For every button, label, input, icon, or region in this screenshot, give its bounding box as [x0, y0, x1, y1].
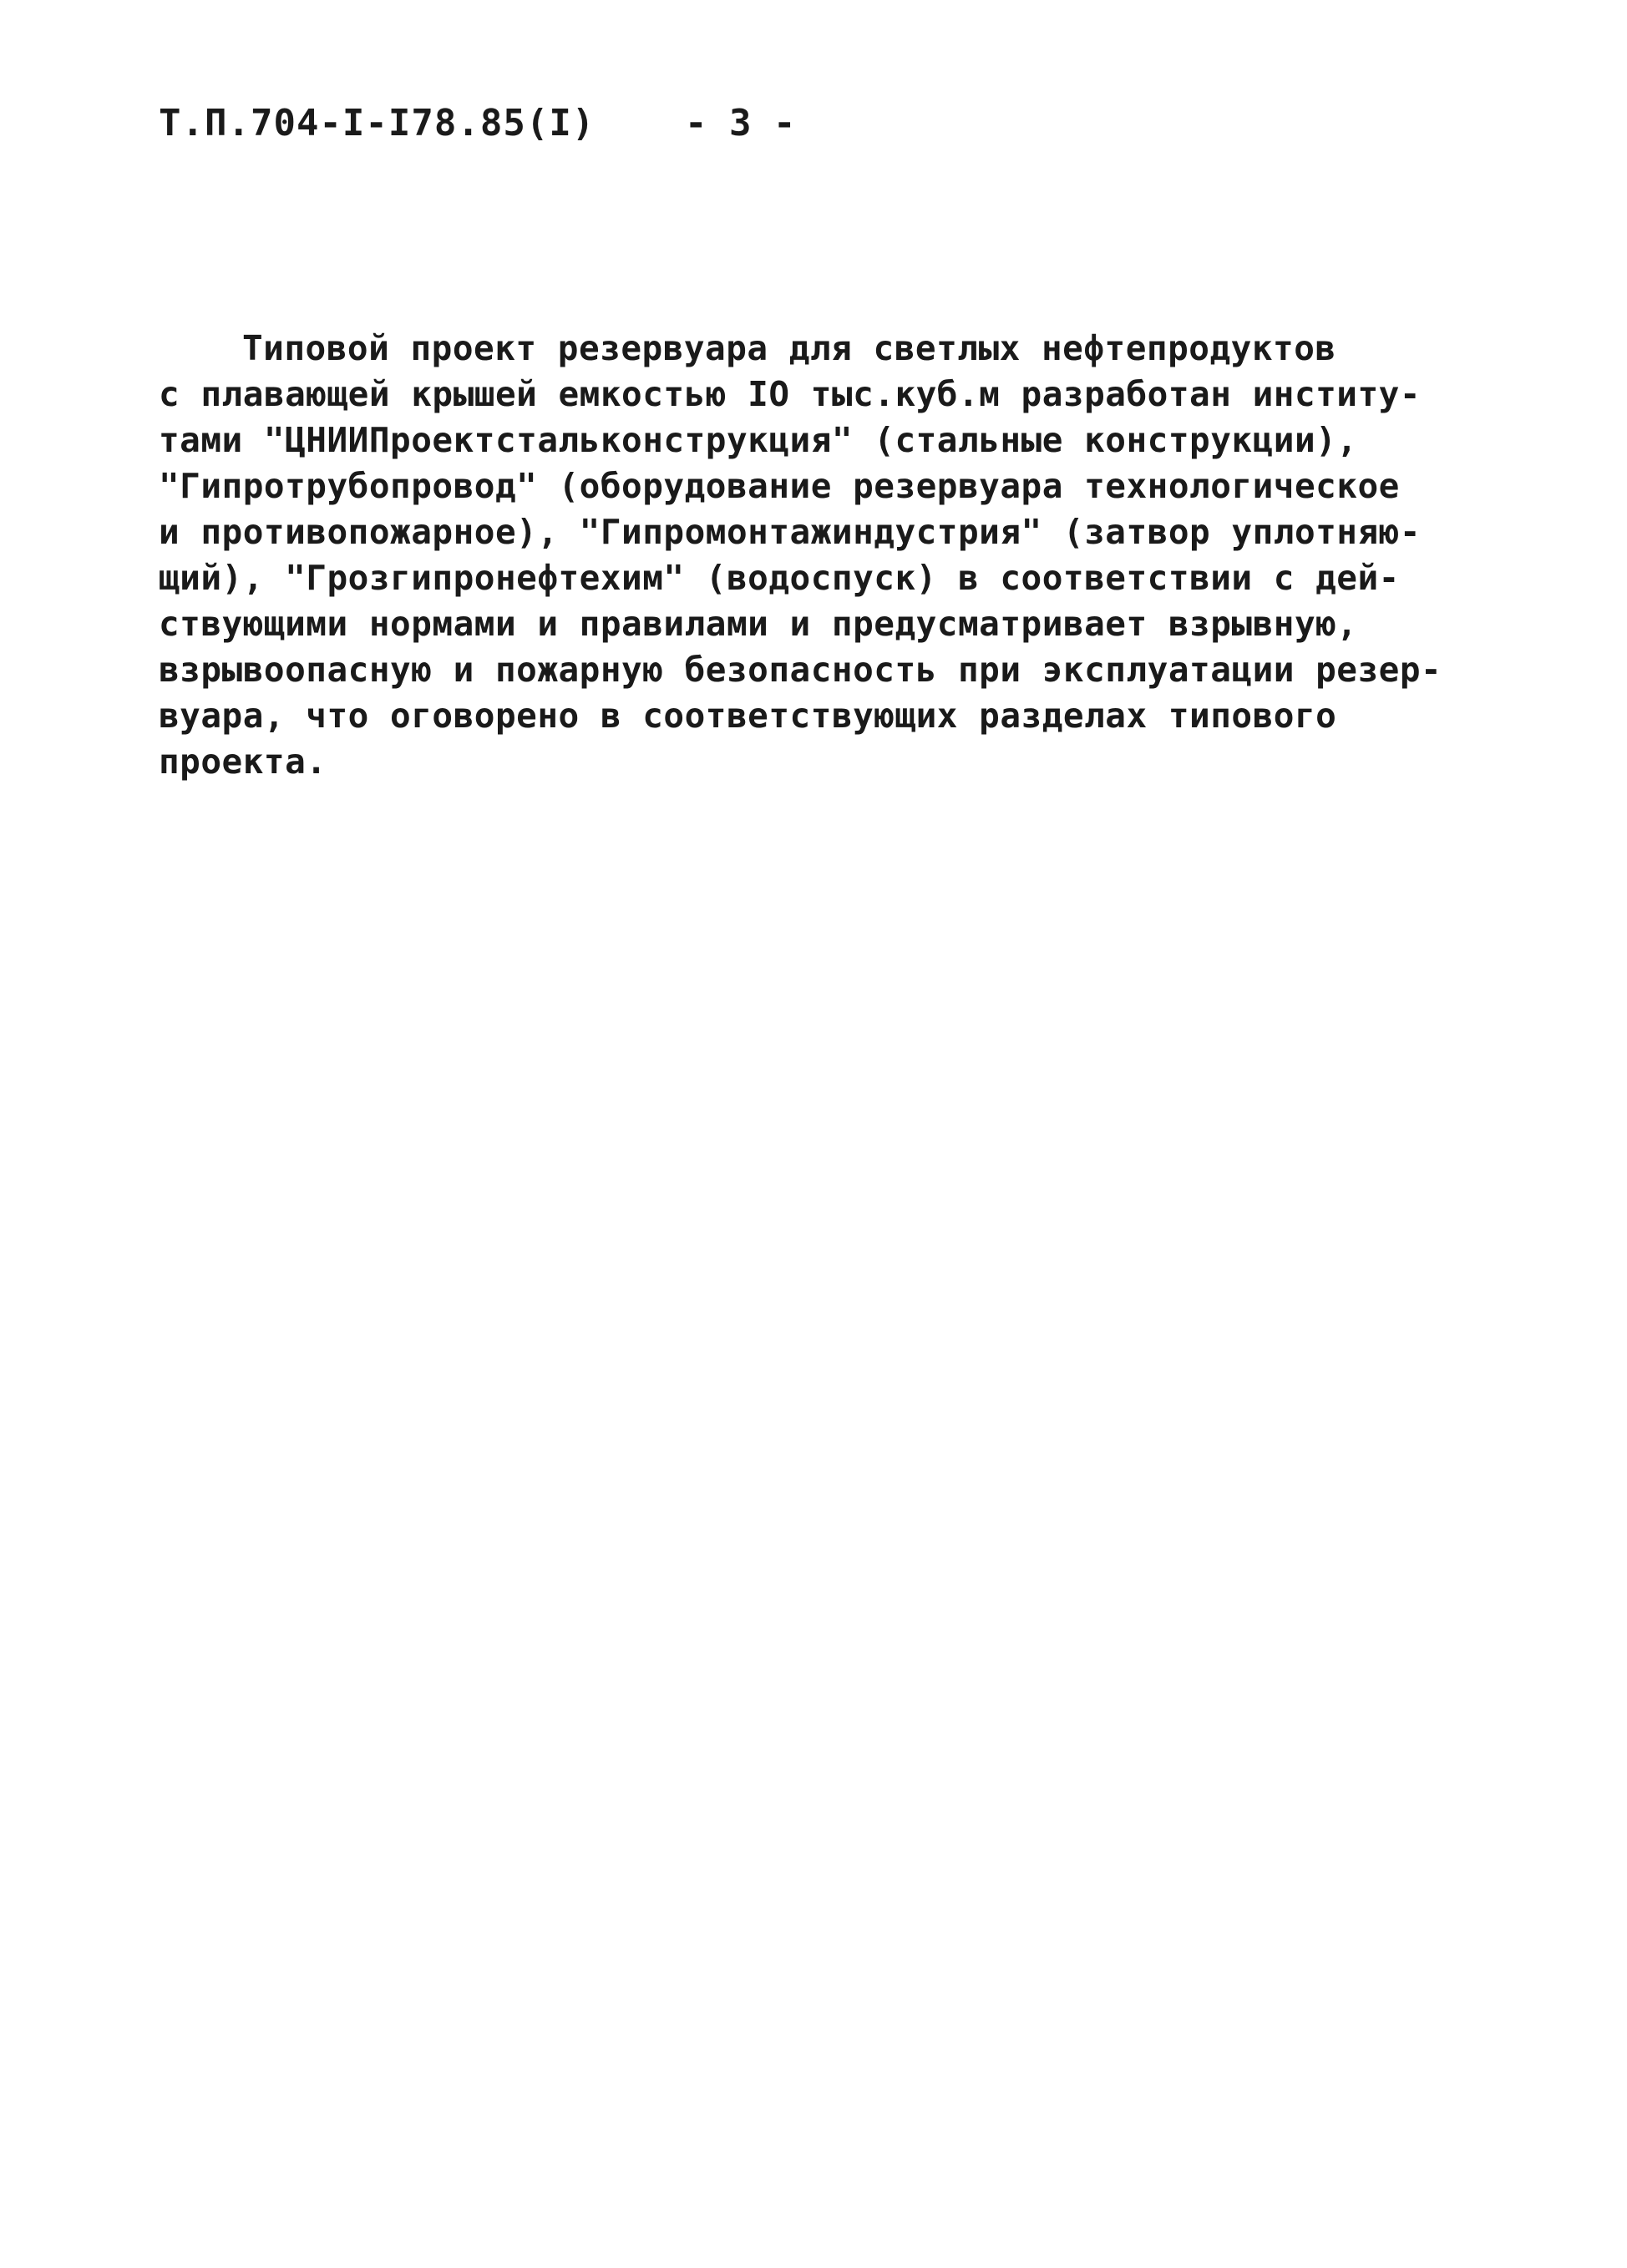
page-number: - 3 -: [685, 102, 796, 144]
body-paragraph: [159, 326, 1495, 785]
paragraph-line: и противопожарное), "Гипромонтажиндустрия" (затвор уплотняю-: [159, 512, 1422, 552]
paragraph-line: тами "ЦНИИПроектстальконструкция" (стальные конструкции),: [159, 420, 1358, 460]
document-code: Т.П.704-I-I78.85(I): [159, 102, 596, 144]
paragraph-line: "Гипротрубопровод" (оборудование резервуара технологическое: [159, 466, 1400, 506]
paragraph-line: щий), "Грозгипронефтехим" (водоспуск) в соответствии с дей-: [159, 558, 1400, 598]
paragraph-line: вуара, что оговорено в соответствующих разделах типового: [159, 696, 1337, 736]
paragraph-line: Типовой проект резервуара для светлых нефтепродуктов: [242, 328, 1336, 368]
paragraph-line: ствующими нормами и правилами и предусматривает взрывную,: [159, 604, 1358, 644]
paragraph-line: проекта.: [159, 742, 327, 782]
paragraph-line: с плавающей крышей емкостью IO тыс.куб.м разработан институ-: [159, 374, 1422, 414]
paragraph-line: взрывоопасную и пожарную безопасность при эксплуатации резер-: [159, 650, 1442, 690]
